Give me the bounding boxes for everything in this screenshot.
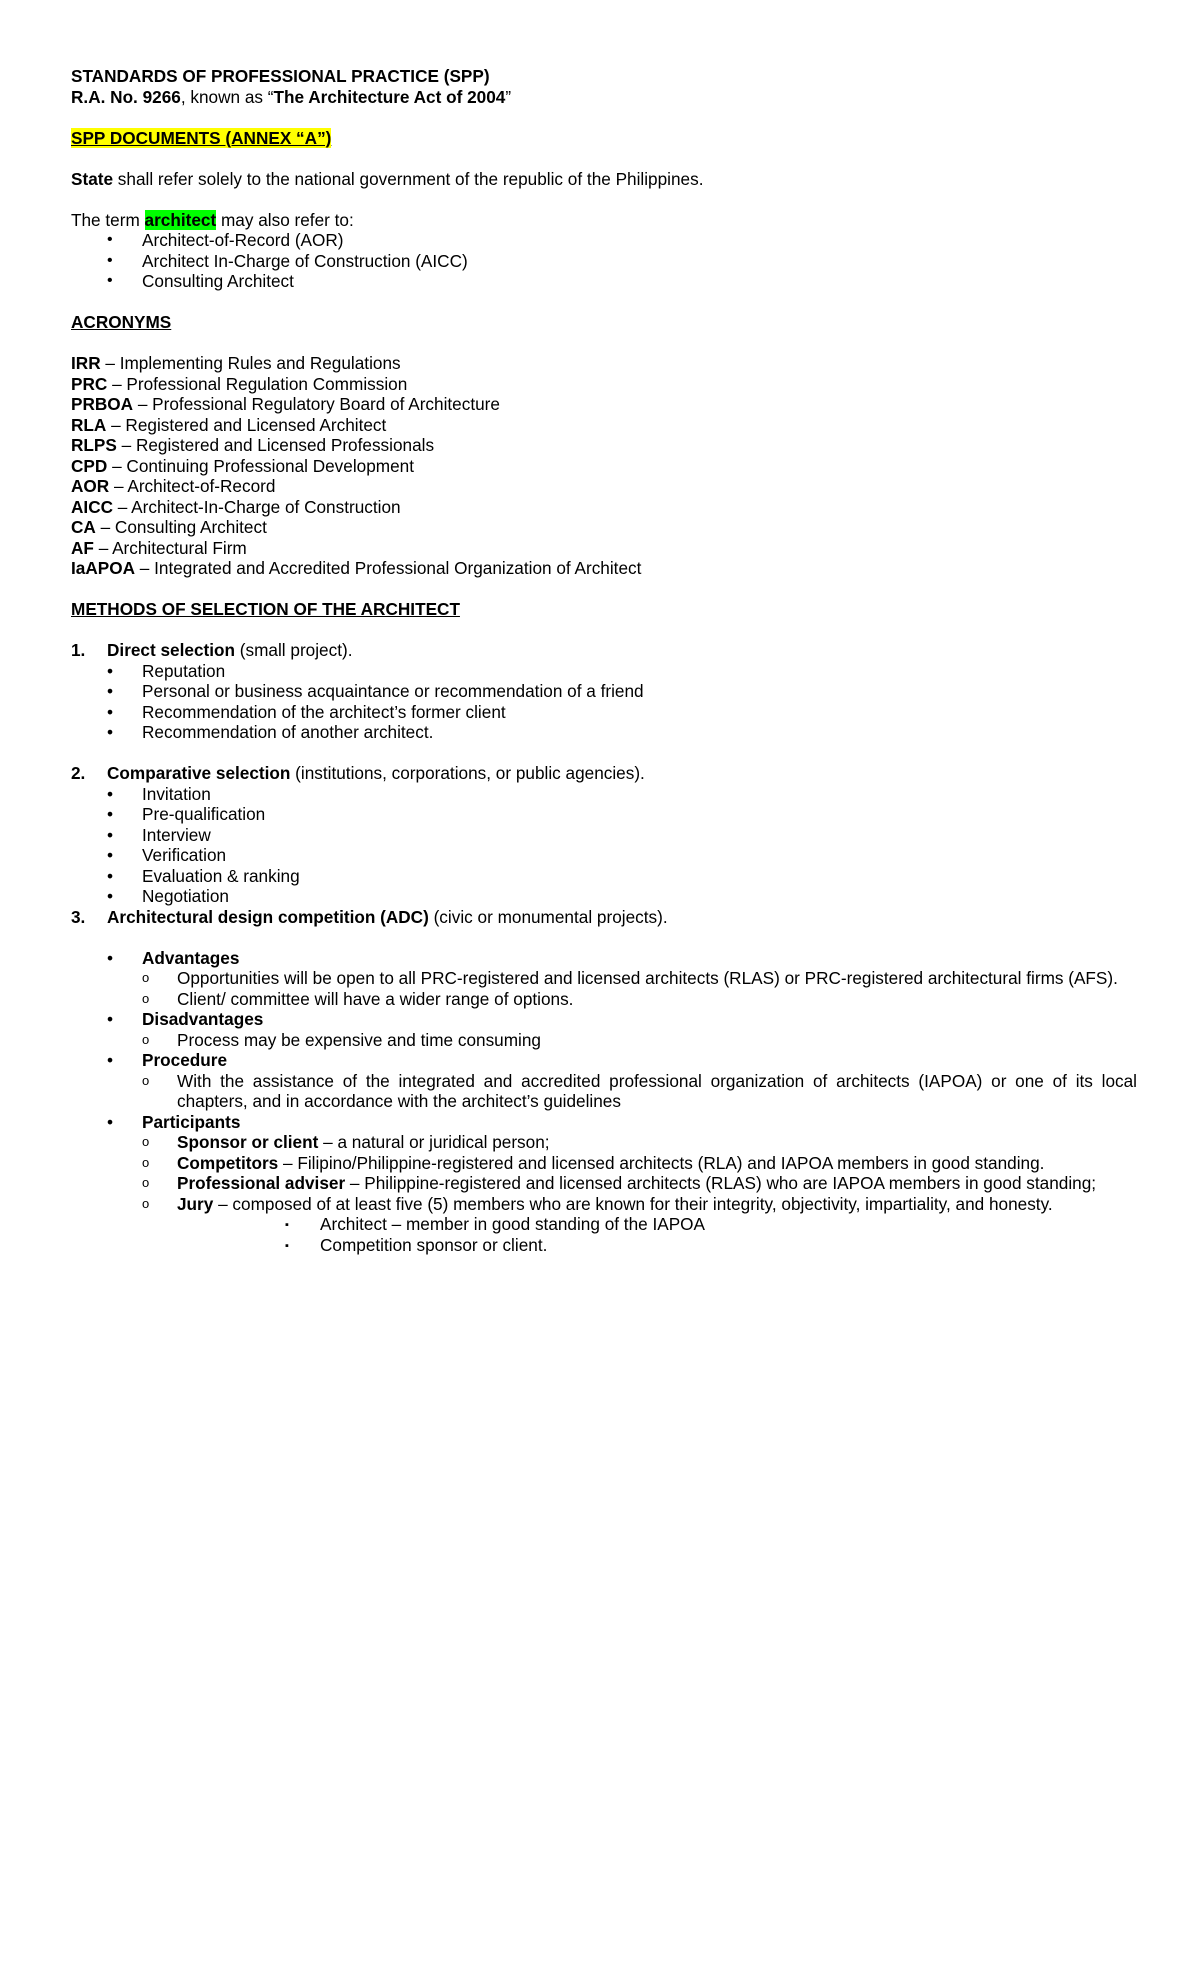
list-item: • Architect In-Charge of Construction (AICC) <box>107 250 468 271</box>
list-item: • Invitation <box>107 783 211 804</box>
list-item: o Process may be expensive and time consuming <box>142 1029 541 1050</box>
list-item: • Reputation <box>107 660 226 681</box>
acronym-item: AF – Architectural Firm <box>71 537 247 558</box>
list-item: • Consulting Architect <box>107 271 294 291</box>
acronym-item: AOR – Architect-of-Record <box>71 476 276 496</box>
state-definition: State shall refer solely to the national government of the republic of the Philippines. <box>71 168 704 189</box>
method-direct-selection: 1. Direct selection (small project). <box>71 640 353 660</box>
document-title: STANDARDS OF PROFESSIONAL PRACTICE (SPP) <box>71 66 490 86</box>
advantages-heading: • Advantages <box>107 947 240 968</box>
participants-heading: • Participants <box>107 1111 241 1132</box>
list-item: o Competitors – Filipino/Philippine-registered and licensed architects (RLA) and IAPOA members in good standing. <box>142 1152 1045 1173</box>
architect-term-intro: The term architect may also refer to: <box>71 209 354 230</box>
acronym-item: IRR – Implementing Rules and Regulations <box>71 353 401 373</box>
list-item: o Sponsor or client – a natural or juridical person; <box>142 1132 550 1152</box>
method-design-competition: 3. Architectural design competition (ADC) (civic or monumental projects). <box>71 906 668 927</box>
law-reference: R.A. No. 9266, known as “The Architecture Act of 2004” <box>71 86 512 107</box>
list-item: • Architect-of-Record (AOR) <box>107 230 344 250</box>
list-item: • Negotiation <box>107 886 229 906</box>
acronym-item: PRC – Professional Regulation Commission <box>71 373 408 394</box>
methods-heading: METHODS OF SELECTION OF THE ARCHITECT <box>71 599 460 619</box>
acronyms-heading: ACRONYMS <box>71 312 172 332</box>
list-item: • Interview <box>107 824 211 845</box>
list-item: o With the assistance of the integrated and accredited professional organization of architects (IAPOA) or one of its local chapters, and in accordance with the architect’s guidelines <box>142 1070 1137 1111</box>
list-item: o Professional adviser – Philippine-registered and licensed architects (RLAS) who are IAPOA members in good standing; <box>142 1173 1097 1193</box>
procedure-heading: • Procedure <box>107 1050 228 1070</box>
list-item: o Client/ committee will have a wider range of options. <box>142 988 574 1009</box>
list-item: • Recommendation of another architect. <box>107 722 434 742</box>
acronym-item: RLPS – Registered and Licensed Professionals <box>71 435 435 455</box>
list-item: ▪ Architect – member in good standing of the IAPOA <box>285 1214 706 1234</box>
acronym-item: RLA – Registered and Licensed Architect <box>71 414 387 435</box>
acronym-item: AICC – Architect-In-Charge of Construction <box>71 496 401 517</box>
disadvantages-heading: • Disadvantages <box>107 1009 264 1029</box>
list-item: o Jury – composed of at least five (5) members who are known for their integrity, objectivity, impartiality, and honesty. <box>142 1193 1053 1214</box>
list-item: ▪ Competition sponsor or client. <box>285 1234 548 1255</box>
list-item: • Evaluation & ranking <box>107 865 300 886</box>
list-item: o Opportunities will be open to all PRC-registered and licensed architects (RLAS) or PRC-registered architectural firms (AFS). <box>142 968 1118 988</box>
list-item: • Personal or business acquaintance or recommendation of a friend <box>107 681 644 701</box>
list-item: • Pre-qualification <box>107 804 266 824</box>
acronym-item: PRBOA – Professional Regulatory Board of Architecture <box>71 394 500 414</box>
method-comparative-selection: 2. Comparative selection (institutions, corporations, or public agencies). <box>71 763 645 783</box>
document-page <box>71 66 1137 1255</box>
list-item: • Recommendation of the architect’s former client <box>107 701 506 722</box>
acronym-item: CA – Consulting Architect <box>71 517 267 537</box>
acronym-item: CPD – Continuing Professional Development <box>71 455 414 476</box>
acronym-item: IaAPOA – Integrated and Accredited Professional Organization of Architect <box>71 558 642 578</box>
spp-heading: SPP DOCUMENTS (ANNEX “A”) <box>71 127 332 148</box>
list-item: • Verification <box>107 845 227 865</box>
